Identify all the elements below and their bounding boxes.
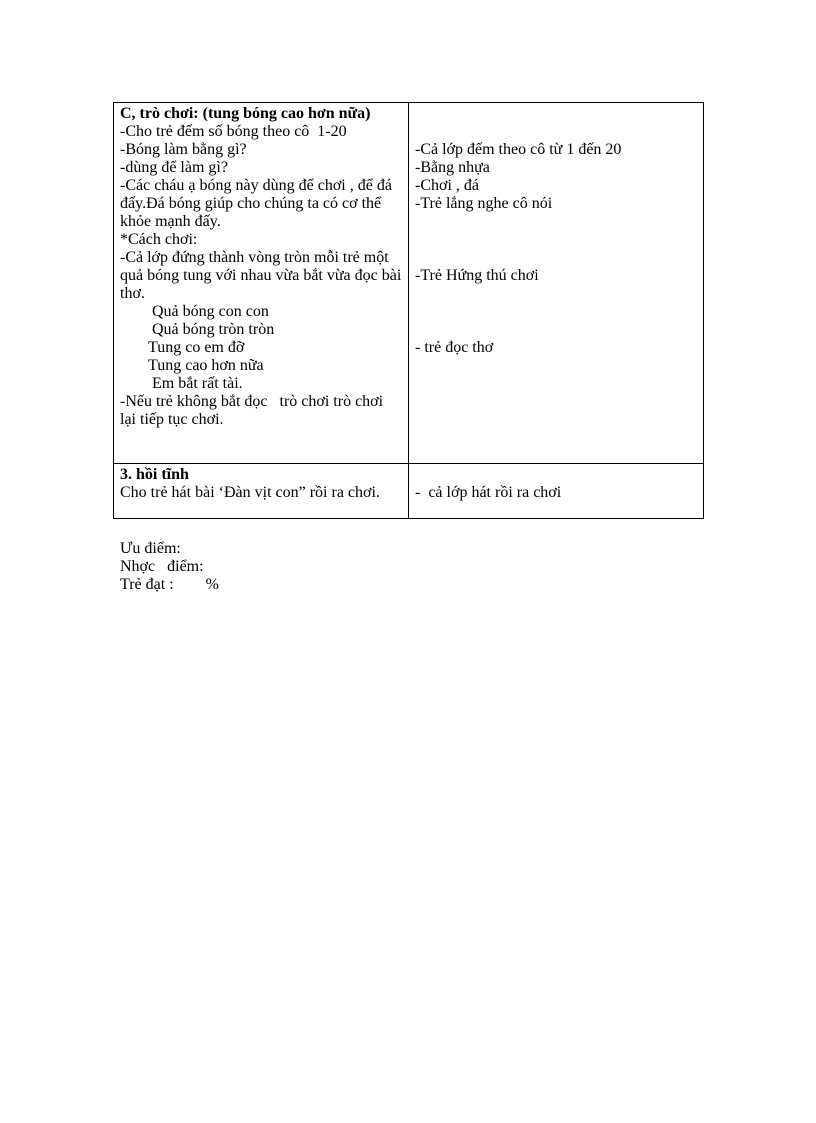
child-line: -Trẻ lắng nghe cô nói — [415, 195, 553, 212]
child-line — [415, 303, 697, 321]
child-activity-cell — [409, 464, 704, 519]
child-line: - trẻ đọc thơ — [415, 339, 494, 356]
game-section-title: C, trò chơi: (tung bóng cao hơn nữa) — [120, 105, 371, 122]
poem-line: Quả bóng con con — [120, 303, 269, 320]
poem-line: Tung co em đỡ — [120, 339, 245, 356]
teacher-activity-cell — [114, 103, 409, 464]
calm-section-title: 3. hồi tĩnh — [120, 466, 189, 483]
game-activity-row — [114, 103, 704, 464]
child-line: -Chơi , đá — [415, 177, 480, 194]
child-activity-cell — [409, 103, 704, 464]
teacher-line: -Các cháu ạ bóng này dùng để chơi , để đá đấy.Đá bóng giúp cho chúng ta có cơ thể khỏe mạnh đấy. — [120, 177, 396, 230]
child-line — [415, 231, 697, 249]
achievement-label: Trẻ đạt : % — [120, 576, 219, 593]
teacher-line: -dùng để làm gì? — [120, 159, 228, 176]
teacher-line: -Bóng làm bằng gì? — [120, 141, 247, 158]
teacher-line: -Nếu trẻ không bắt đọc trò chơi trò chơi lại tiếp tục chơi. — [120, 393, 388, 428]
child-line — [415, 249, 697, 267]
child-line — [415, 285, 697, 303]
child-line: - cả lớp hát rồi ra chơi — [415, 484, 562, 501]
child-line: -Cả lớp đếm theo cô từ 1 đến 20 — [415, 141, 622, 158]
poem-line: Tung cao hơn nữa — [120, 357, 264, 374]
child-line: -Bằng nhựa — [415, 159, 490, 176]
child-line — [415, 466, 697, 484]
child-line: -Trẻ Hứng thú chơi — [415, 267, 539, 284]
teacher-activity-cell — [114, 464, 409, 519]
child-line — [415, 105, 697, 123]
advantages-label: Ưu điểm: — [120, 540, 181, 557]
calm-down-row — [114, 464, 704, 519]
weaknesses-label: Nhợc điểm: — [120, 558, 204, 575]
child-line — [415, 321, 697, 339]
poem-line: Em bắt rất tài. — [120, 375, 243, 392]
child-line — [415, 123, 697, 141]
poem-line: Quả bóng tròn tròn — [120, 321, 275, 338]
teacher-line: Cho trẻ hát bài ‘Đàn vịt con” rồi ra chơi. — [120, 484, 380, 501]
lesson-plan-table — [113, 102, 704, 519]
teacher-line: -Cả lớp đứng thành vòng tròn mỗi trẻ một quả bóng tung với nhau vừa bắt vừa đọc bài thơ. — [120, 249, 406, 302]
evaluation-notes — [120, 540, 219, 594]
child-line — [415, 213, 697, 231]
teacher-line: -Cho trẻ đếm số bóng theo cô 1-20 — [120, 123, 347, 140]
teacher-line: *Cách chơi: — [120, 231, 198, 248]
